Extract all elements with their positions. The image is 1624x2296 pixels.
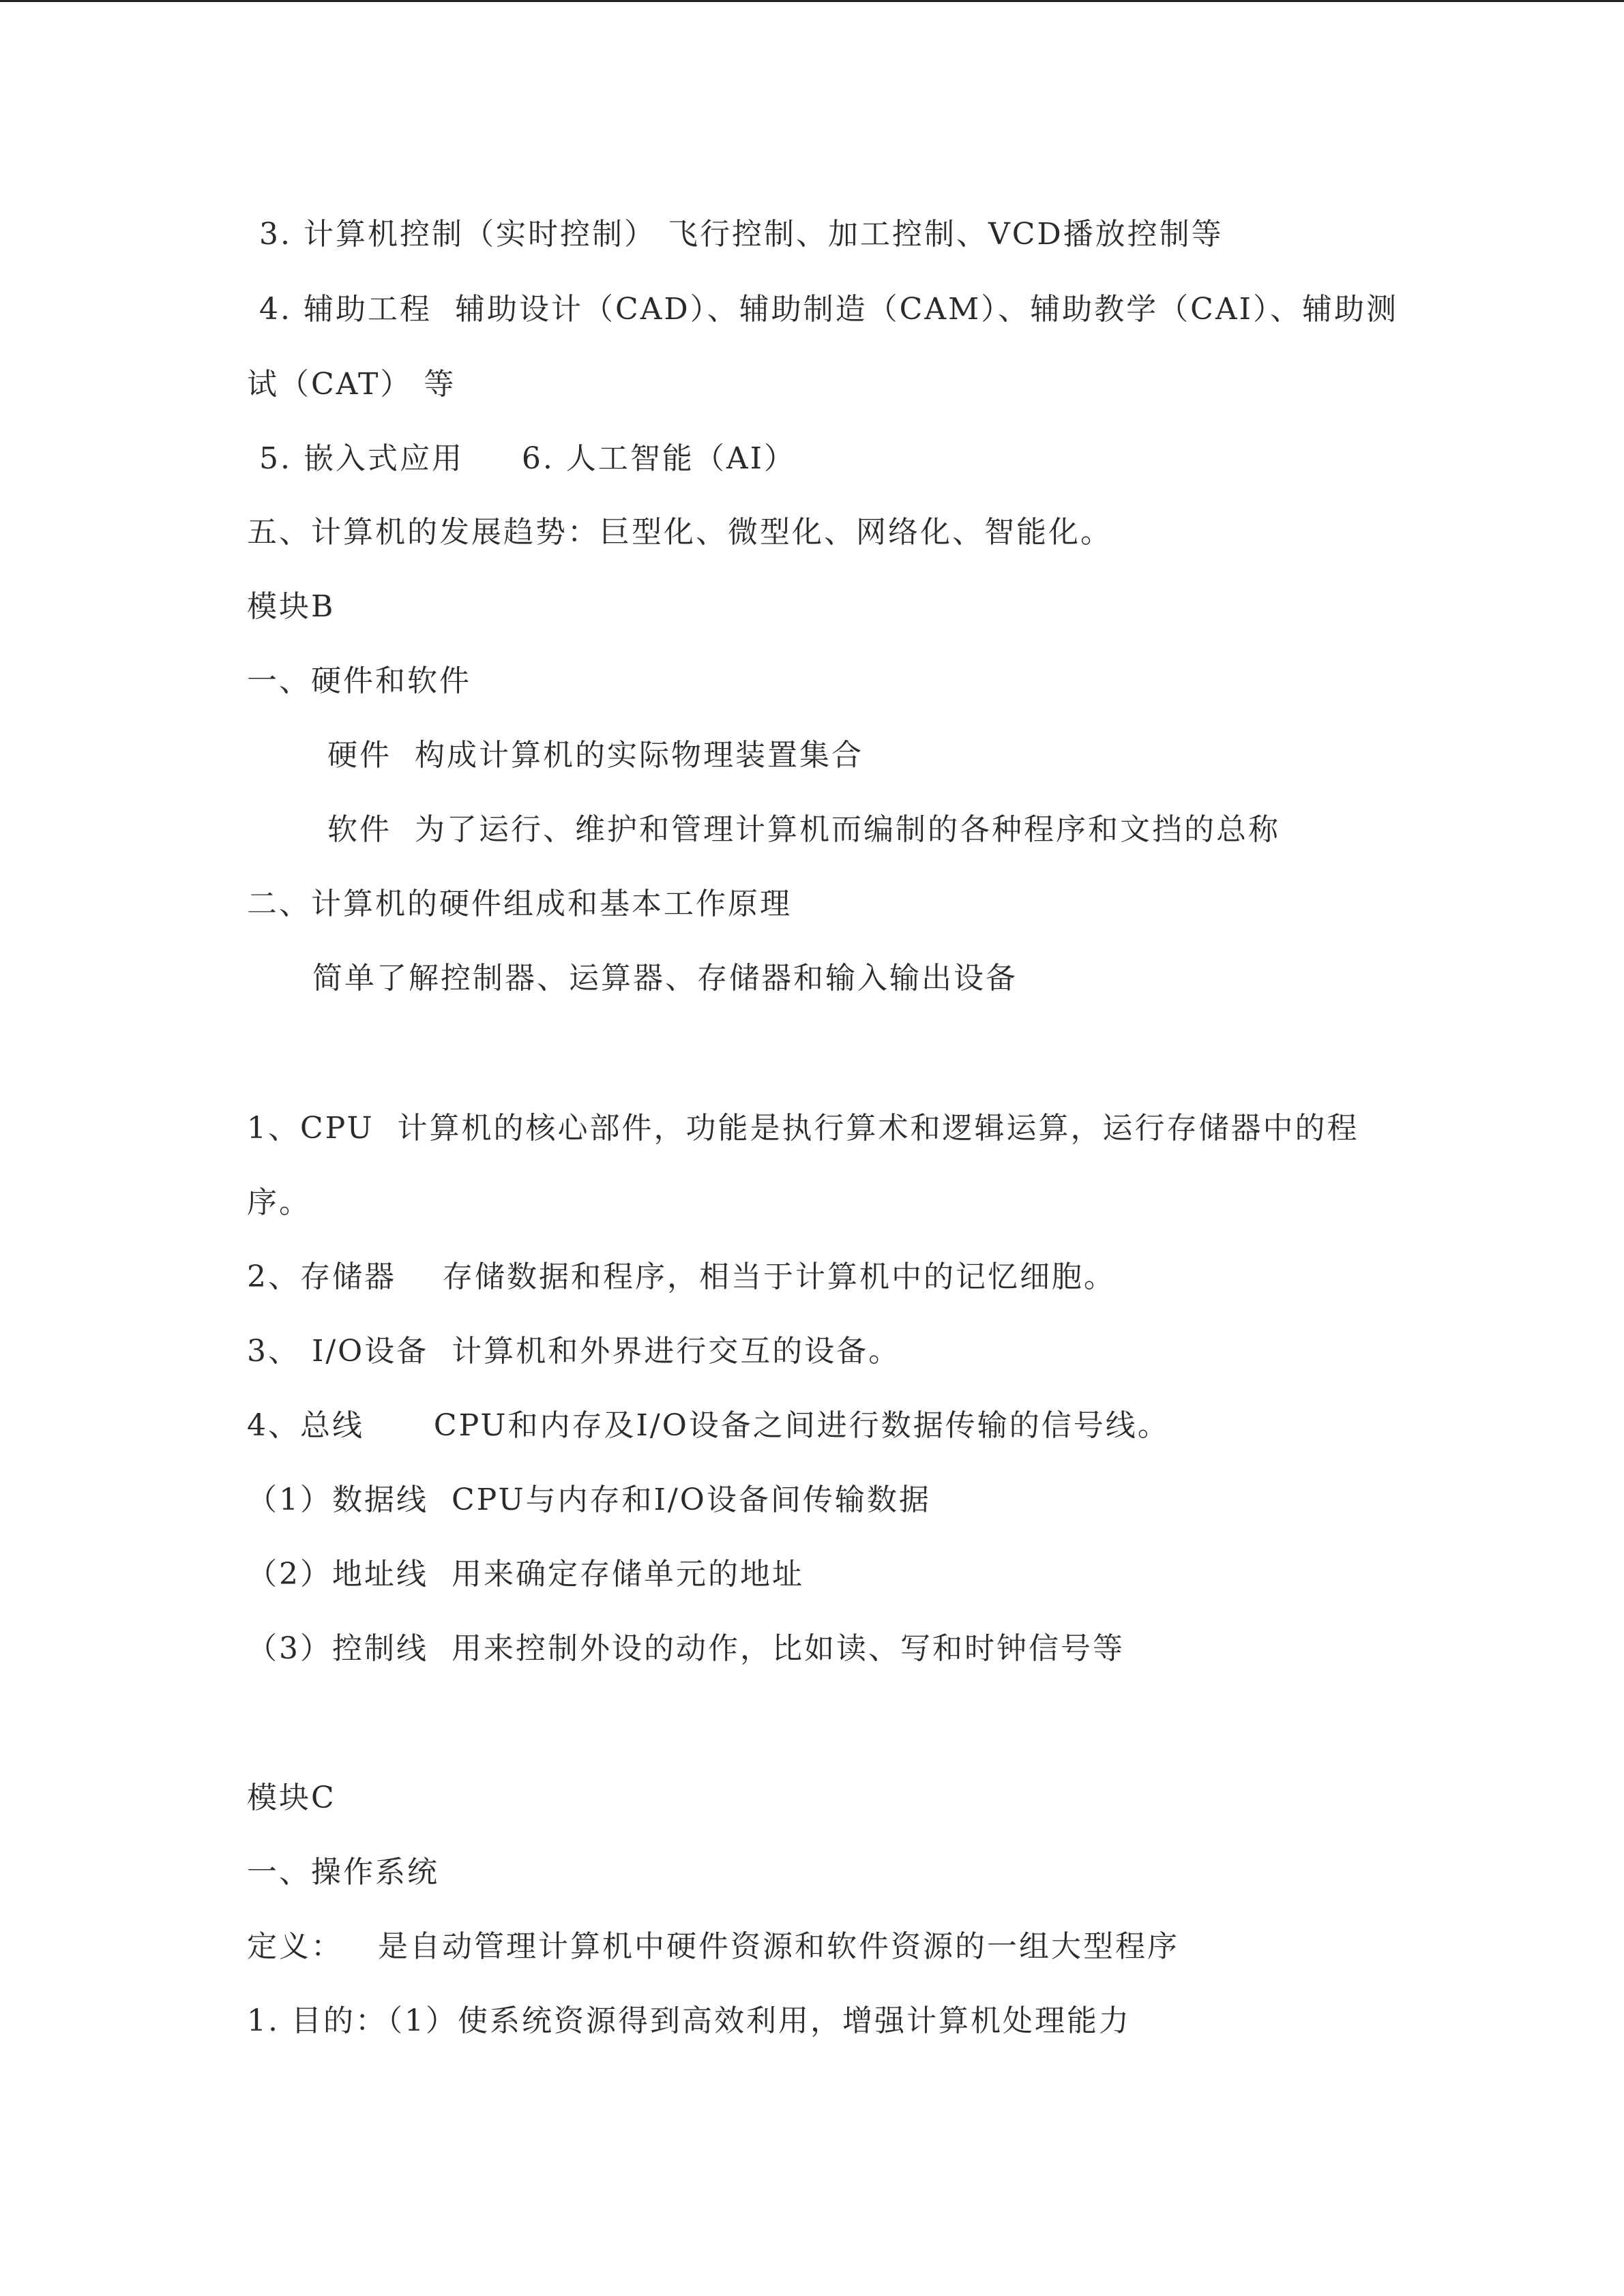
text-line-os-purpose: 1. 目的：（1）使系统资源得到高效利用，增强计算机处理能力: [247, 2003, 1131, 2038]
heading-operating-system: 一、操作系统: [247, 1855, 439, 1890]
text-line-os-definition: 定义： 是自动管理计算机中硬件资源和软件资源的一组大型程序: [247, 1929, 1179, 1964]
text-line-application-4-cont: 试（CAT） 等: [247, 367, 456, 402]
text-line-application-5-6: 5. 嵌入式应用 6. 人工智能（AI）: [259, 441, 797, 476]
text-line-memory: 2、存储器 存储数据和程序，相当于计算机中的记忆细胞。: [247, 1259, 1116, 1294]
text-line-cpu: 1、CPU 计算机的核心部件，功能是执行算术和逻辑运算，运行存储器中的程: [247, 1111, 1359, 1146]
text-line-data-bus: （1）数据线 CPU与内存和I/O设备间传输数据: [247, 1482, 931, 1517]
heading-hardware-composition: 二、计算机的硬件组成和基本工作原理: [247, 886, 792, 921]
text-line-control-bus: （3）控制线 用来控制外设的动作，比如读、写和时钟信号等: [247, 1631, 1125, 1666]
text-line-address-bus: （2）地址线 用来确定存储单元的地址: [247, 1557, 804, 1592]
text-line-application-4: 4. 辅助工程 辅助设计（CAD）、辅助制造（CAM）、辅助教学（CAI）、辅助测: [259, 292, 1398, 327]
text-line-hardware-def: 硬件 构成计算机的实际物理装置集合: [327, 738, 863, 773]
text-line-application-3: 3. 计算机控制（实时控制） 飞行控制、加工控制、VCD播放控制等: [259, 217, 1224, 252]
text-line-brief-overview: 简单了解控制器、运算器、存储器和输入输出设备: [312, 961, 1018, 996]
heading-hardware-software: 一、硬件和软件: [247, 664, 471, 698]
text-line-development-trend: 五、计算机的发展趋势：巨型化、微型化、网络化、智能化。: [247, 515, 1112, 550]
text-line-cpu-cont: 序。: [247, 1185, 311, 1220]
text-line-bus: 4、总线 CPU和内存及I/O设备之间进行数据传输的信号线。: [247, 1408, 1170, 1443]
text-line-io-devices: 3、 I/O设备 计算机和外界进行交互的设备。: [247, 1334, 901, 1369]
heading-module-c: 模块C: [247, 1780, 336, 1815]
heading-module-b: 模块B: [247, 589, 336, 624]
text-line-software-def: 软件 为了运行、维护和管理计算机而编制的各种程序和文挡的总称: [327, 812, 1280, 847]
